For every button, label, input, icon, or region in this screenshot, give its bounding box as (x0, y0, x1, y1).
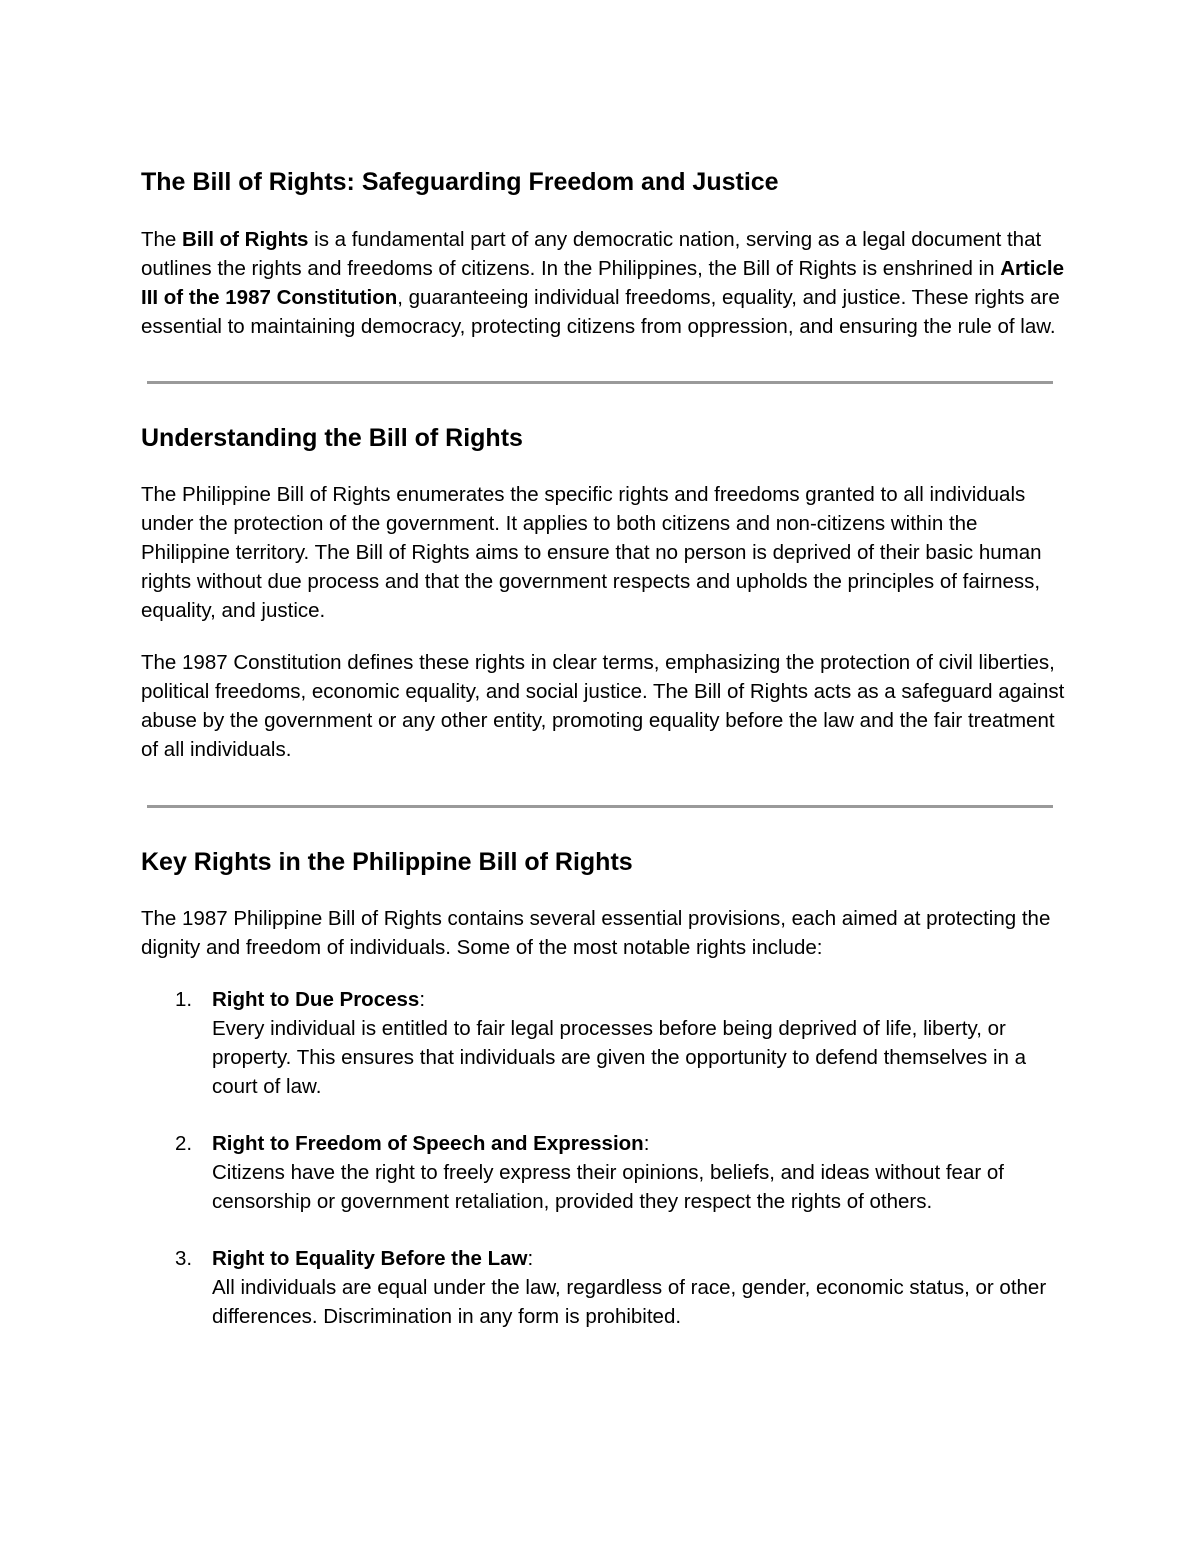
section-heading-understanding: Understanding the Bill of Rights (141, 424, 523, 452)
list-number: 2. (175, 1132, 193, 1155)
list-item-text: Citizens have the right to freely express their opinions, beliefs, and ideas without fear of censorship or government retaliation, provided they respect the rights of others. (212, 1161, 1004, 1213)
list-item-label: Right to Equality Before the Law (212, 1247, 528, 1270)
document-page (141, 165, 1066, 1331)
list-number: 3. (175, 1247, 193, 1270)
understanding-paragraph-2: The 1987 Constitution defines these rights in clear terms, emphasizing the protection of civil liberties, political freedoms, economic equality, and social justice. The Bill of Rights acts as a safeguard against abuse by the government or any other entity, promoting equality before the law and the fair treatment of all individuals. (141, 651, 1065, 761)
intro-text-2: is a fundamental part of any democratic nation, serving as a legal document that outlines the rights and freedoms of citizens. In the Philippines, the Bill of Rights is enshrined in (141, 228, 1042, 280)
list-item-colon: : (527, 1247, 534, 1270)
intro-bold-bill-of-rights: Bill of Rights (182, 228, 309, 251)
list-item-text: All individuals are equal under the law, regardless of race, gender, economic status, or other differences. Discrimination in any form is prohibited. (212, 1276, 1047, 1328)
list-item-colon: : (419, 988, 426, 1011)
intro-paragraph (141, 225, 1066, 341)
list-number: 1. (175, 988, 193, 1011)
intro-text-1: The (141, 228, 183, 251)
horizontal-divider-1 (147, 381, 1053, 384)
key-rights-intro: The 1987 Philippine Bill of Rights contains several essential provisions, each aimed at protecting the dignity and freedom of individuals. Some of the most notable rights include: (141, 907, 1051, 959)
understanding-paragraph-1: The Philippine Bill of Rights enumerates the specific rights and freedoms granted to all individuals under the protection of the government. It applies to both citizens and non-citizens within the Philippine territory. The Bill of Rights aims to ensure that no person is deprived of their basic human rights without due process and that the government respects and upholds the principles of fairness, equality, and justice. (141, 483, 1042, 622)
list-item-label: Right to Due Process (212, 988, 420, 1011)
document-title: The Bill of Rights: Safeguarding Freedom and Justice (141, 168, 779, 196)
list-item (141, 1129, 1066, 1216)
intro-bold-article-iii: Article III of the 1987 Constitution (141, 257, 1065, 309)
list-item (141, 985, 1066, 1101)
section-heading-key-rights: Key Rights in the Philippine Bill of Rights (141, 848, 633, 876)
list-item-label: Right to Freedom of Speech and Expression (212, 1132, 644, 1155)
intro-text-3: , guaranteeing individual freedoms, equality, and justice. These rights are essential to maintaining democracy, protecting citizens from oppression, and ensuring the rule of law. (141, 286, 1060, 338)
list-item (141, 1244, 1066, 1331)
horizontal-divider-2 (147, 805, 1053, 808)
list-item-text: Every individual is entitled to fair legal processes before being deprived of life, liberty, or property. This ensures that individuals are given the opportunity to defend themselves in a court of law. (212, 1017, 1027, 1098)
list-item-colon: : (643, 1132, 650, 1155)
rights-list (141, 985, 1066, 1331)
